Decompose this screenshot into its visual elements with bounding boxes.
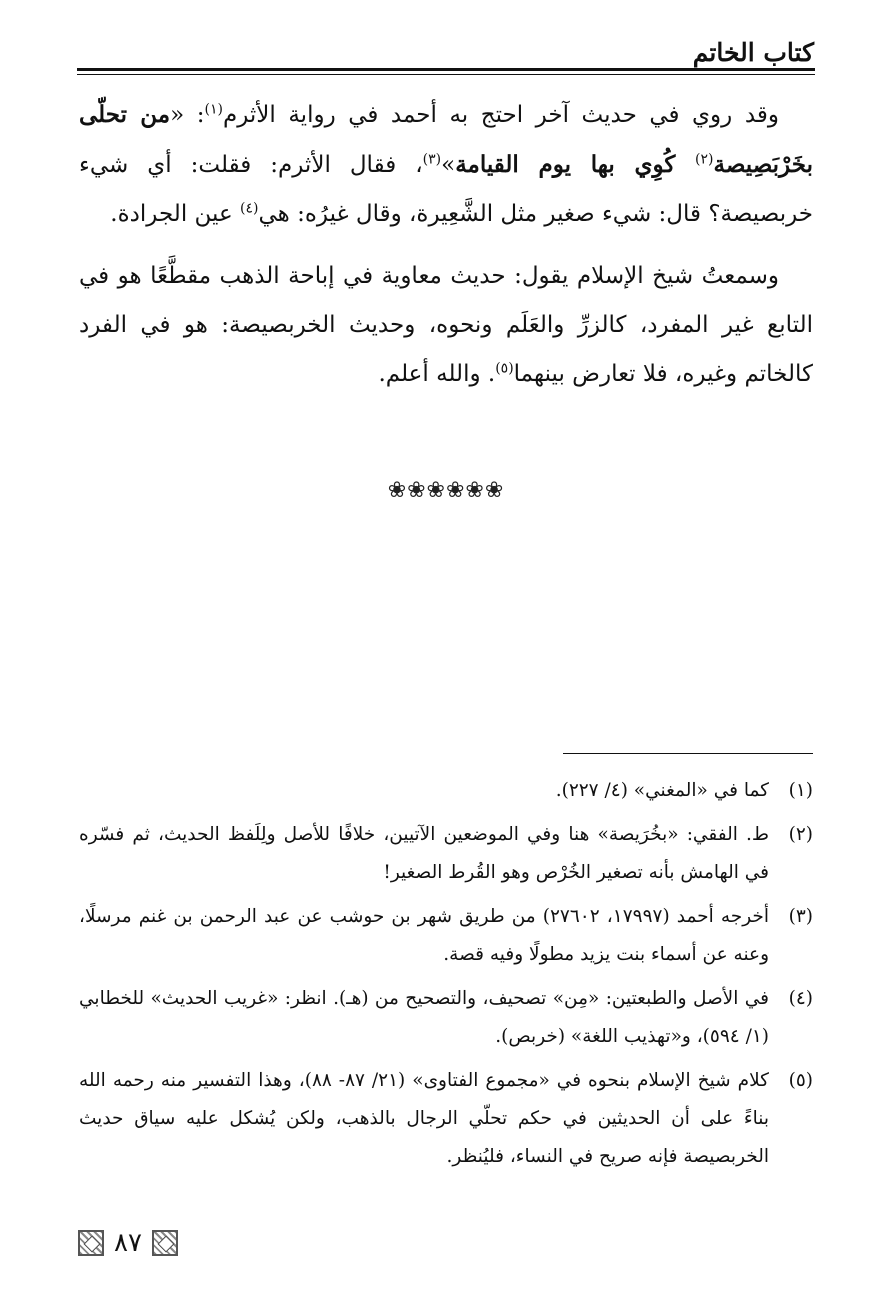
footnote-text: كما في «المغني» (٤/ ٢٢٧). (555, 780, 769, 801)
page-number: ٨٧ (114, 1228, 142, 1258)
ornament-right-icon (152, 1230, 178, 1256)
footnote-separator (563, 753, 813, 754)
footnote-text: في الأصل والطبعتين: «مِن» تصحيف، والتصحيح من (هـ). انظر: «غريب الحديث» للخطابي (١/ ٥٩٤)، و«تهذيب اللغة» (خربص). (79, 988, 769, 1047)
ornament-left-icon (78, 1230, 104, 1256)
paragraph-2-text: وسمعتُ شيخ الإسلام يقول: حديث معاوية في إباحة الذهب مقطَّعًا هو في التابع غير المفرد، كالزرِّ والعَلَم ونحوه، وحديث الخربصيصة: هو في الفرد كالخاتم وغيره، فلا تعارض بينهما (79, 263, 813, 387)
footnote-2 (79, 816, 813, 892)
paragraph-1 (79, 90, 813, 239)
paragraph-2 (79, 252, 813, 399)
footnote-4 (79, 980, 813, 1056)
section-end-ornament: ❀❀❀❀❀❀ (387, 478, 505, 503)
footnote-text: ط. الفقي: «بخُرَيصة» هنا وفي الموضعين الآتيين، خلافًا للأصل ولِلَفظ الحديث، ثم فسّره في الهامش بأنه تصغير الخُرْص وهو القُرط الصغير! (79, 824, 769, 883)
quote-close: » (441, 152, 456, 178)
paragraph-1-rest-b: عين الجرادة. (110, 201, 241, 227)
header-rule (77, 68, 815, 71)
paragraph-2-end: . والله أعلم. (378, 361, 496, 387)
footnote-number: (٤) (788, 988, 813, 1009)
running-header-title: كتاب الخاتم (692, 38, 814, 67)
footnotes (79, 772, 813, 1182)
footnote-5 (79, 1062, 813, 1176)
footnote-number: (٢) (788, 824, 813, 845)
paragraph-1-lead: وقد روي في حديث آخر احتج به أحمد في رواية الأثرم (222, 102, 779, 128)
footnote-ref-4[interactable]: (٤) (240, 200, 259, 217)
quote-open: : « (170, 102, 205, 128)
page-footer (78, 1228, 178, 1258)
hadith-text-a: من تحلّى بخَرْبَصِيصة (79, 101, 813, 178)
footnote-text: كلام شيخ الإسلام بنحوه في «مجموع الفتاوى» (٢١/ ٨٧- ٨٨)، وهذا التفسير منه رحمه الله بناءً على أن الحديثين في حكم تحلّي الرجال بالذهب، ولكن يُشكل عليه سياق حديث الخربصيصة فإنه صريح في النساء، فليُنظر. (79, 1070, 769, 1167)
footnote-1 (79, 772, 813, 810)
header-rule-thin (77, 74, 815, 75)
footnote-number: (٥) (788, 1070, 813, 1091)
footnote-ref-1[interactable]: (١) (204, 101, 223, 118)
footnote-ref-2[interactable]: (٢) (695, 151, 714, 168)
footnote-number: (١) (788, 780, 813, 801)
footnote-ref-3[interactable]: (٣) (422, 151, 442, 168)
paragraph-1-rest-a: ، فقال الأثرم: فقلت: أي شيء خربصيصة؟ قال: شيء صغير مثل الشَّعِيرة، وقال غيرُه: هي (79, 152, 813, 227)
footnote-3 (79, 898, 813, 974)
footnote-number: (٣) (788, 906, 813, 927)
hadith-text-b: كُوِي بها يوم القيامة (455, 151, 696, 178)
footnote-text: أخرجه أحمد (١٧٩٩٧، ٢٧٦٠٢) من طريق شهر بن حوشب عن عبد الرحمن بن غنم مرسلًا، وعنه عن أسماء بنت يزيد مطولًا وفيه قصة. (79, 906, 769, 965)
footnote-ref-5[interactable]: (٥) (495, 360, 514, 377)
main-text (79, 90, 813, 399)
